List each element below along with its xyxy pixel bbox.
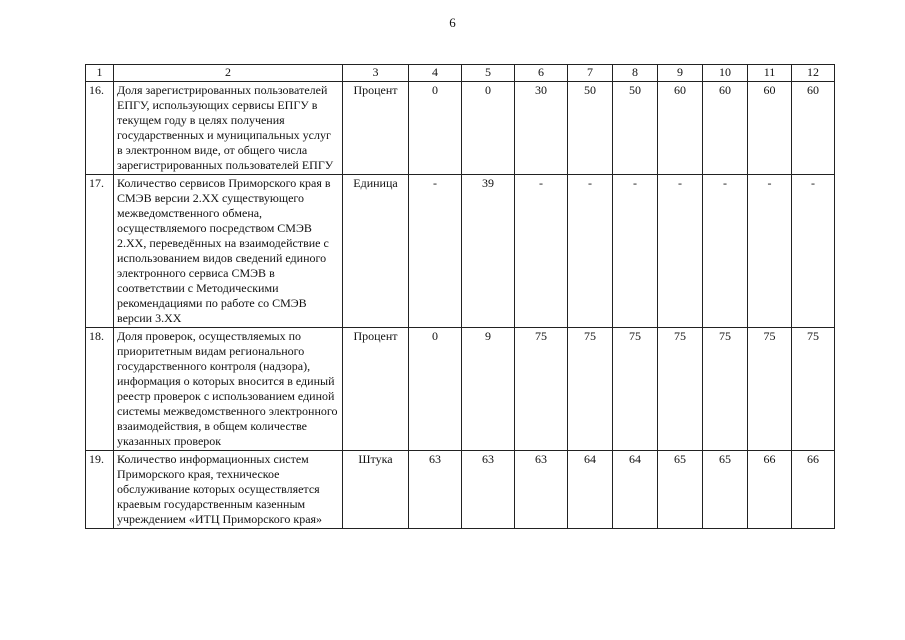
column-header: 3	[343, 65, 409, 82]
row-value: 39	[462, 175, 515, 328]
row-value: 75	[658, 328, 703, 451]
row-value: -	[568, 175, 613, 328]
row-value: 60	[658, 82, 703, 175]
row-description: Количество информационных систем Приморского края, техническое обслуживание которых осуществляется краевым государственным казенным учреждением «ИТЦ Приморского края»	[114, 451, 343, 529]
row-value: -	[515, 175, 568, 328]
column-header: 12	[792, 65, 835, 82]
column-header: 6	[515, 65, 568, 82]
row-value: -	[658, 175, 703, 328]
row-value: 63	[515, 451, 568, 529]
row-value: 63	[409, 451, 462, 529]
row-value: 75	[703, 328, 748, 451]
row-unit: Процент	[343, 82, 409, 175]
row-value: 65	[658, 451, 703, 529]
row-value: 50	[613, 82, 658, 175]
column-header: 2	[114, 65, 343, 82]
row-value: 9	[462, 328, 515, 451]
row-number: 17.	[86, 175, 114, 328]
row-value: -	[703, 175, 748, 328]
row-description: Доля проверок, осуществляемых по приоритетным видам регионального государственного контроля (надзора), информация о которых вносится в единый реестр проверок с использованием единой системы межведомственного электронного взаимодействия, в общем количестве указанных проверок	[114, 328, 343, 451]
row-value: 66	[792, 451, 835, 529]
row-number: 16.	[86, 82, 114, 175]
column-header: 5	[462, 65, 515, 82]
row-value: -	[748, 175, 792, 328]
row-value: 0	[409, 82, 462, 175]
row-value: 50	[568, 82, 613, 175]
row-description: Доля зарегистрированных пользователей ЕПГУ, использующих сервисы ЕПГУ в текущем году в целях получения государственных и муниципальных услуг в электронном виде, от общего числа зарегистрированных пользователей ЕПГУ	[114, 82, 343, 175]
row-value: 64	[568, 451, 613, 529]
row-unit: Процент	[343, 328, 409, 451]
row-unit: Штука	[343, 451, 409, 529]
row-number: 18.	[86, 328, 114, 451]
column-header: 10	[703, 65, 748, 82]
row-value: 75	[568, 328, 613, 451]
row-value: 66	[748, 451, 792, 529]
column-header: 9	[658, 65, 703, 82]
column-header: 4	[409, 65, 462, 82]
row-number: 19.	[86, 451, 114, 529]
row-value: 75	[613, 328, 658, 451]
row-unit: Единица	[343, 175, 409, 328]
row-value: 75	[792, 328, 835, 451]
row-value: 60	[792, 82, 835, 175]
table-row	[86, 82, 835, 175]
row-value: -	[792, 175, 835, 328]
column-header: 1	[86, 65, 114, 82]
row-value: 63	[462, 451, 515, 529]
indicators-table	[85, 64, 835, 529]
row-value: -	[613, 175, 658, 328]
table-row	[86, 451, 835, 529]
row-value: -	[409, 175, 462, 328]
row-value: 64	[613, 451, 658, 529]
row-value: 0	[462, 82, 515, 175]
row-value: 75	[515, 328, 568, 451]
table-row	[86, 175, 835, 328]
row-value: 60	[748, 82, 792, 175]
header-row	[86, 65, 835, 82]
page-number: 6	[449, 15, 456, 30]
row-value: 30	[515, 82, 568, 175]
column-header: 8	[613, 65, 658, 82]
row-value: 60	[703, 82, 748, 175]
row-value: 65	[703, 451, 748, 529]
row-value: 75	[748, 328, 792, 451]
row-description: Количество сервисов Приморского края в СМЭВ версии 2.ХХ существующего межведомственного обмена, осуществляемого посредством СМЭВ 2.ХХ, переведённых на взаимодействие с использованием видов сведений единого электронного сервиса СМЭВ в соответствии с Методическими рекомендациями по работе со СМЭВ версии 3.ХХ	[114, 175, 343, 328]
column-header: 11	[748, 65, 792, 82]
row-value: 0	[409, 328, 462, 451]
table-row	[86, 328, 835, 451]
column-header: 7	[568, 65, 613, 82]
